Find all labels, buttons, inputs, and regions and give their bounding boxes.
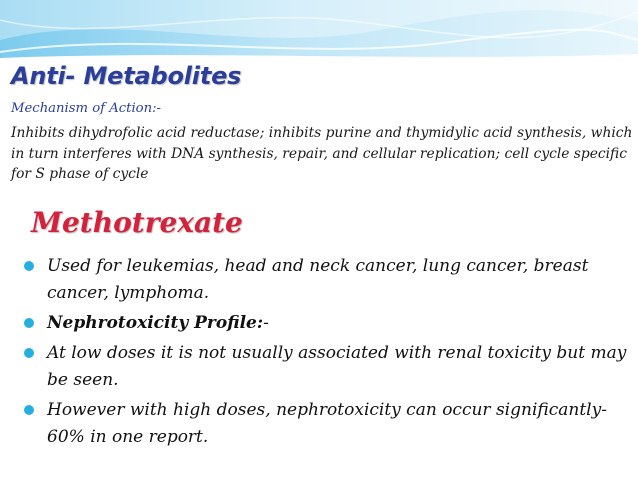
bullet-item-high-doses [22, 397, 632, 451]
bullet-label: Nephrotoxicity Profile: [47, 313, 264, 333]
bullet-text: However with high doses, nephrotoxicity can occur significantly- 60% in one report. [47, 400, 607, 447]
bullet-label-suffix: - [263, 313, 269, 333]
bullet-dot-icon [24, 261, 34, 271]
bullet-text: At low doses it is not usually associated with renal toxicity but may be seen. [47, 343, 627, 390]
header-wave-decoration [0, 0, 638, 62]
drug-name-heading: Methotrexate [31, 206, 243, 239]
mechanism-heading: Mechanism of Action:- [11, 101, 161, 116]
bullet-dot-icon [24, 348, 34, 358]
bullet-dot-icon [24, 405, 34, 415]
bullet-item-uses [22, 253, 632, 307]
slide-title: Anti- Metabolites [11, 62, 242, 90]
bullet-item-low-doses [22, 340, 632, 394]
bullet-list [22, 253, 632, 451]
bullet-dot-icon [24, 318, 34, 328]
mechanism-text: Inhibits dihydrofolic acid reductase; inhibits purine and thymidylic acid synthesis, which in turn interferes with DNA synthesis, repair, and cellular replication; cell cycle specific for S phase of cycle [11, 125, 633, 183]
bullet-text: Used for leukemias, head and neck cancer, lung cancer, breast cancer, lymphoma. [47, 256, 589, 303]
bullet-item-nephrotoxicity-profile [22, 310, 632, 337]
